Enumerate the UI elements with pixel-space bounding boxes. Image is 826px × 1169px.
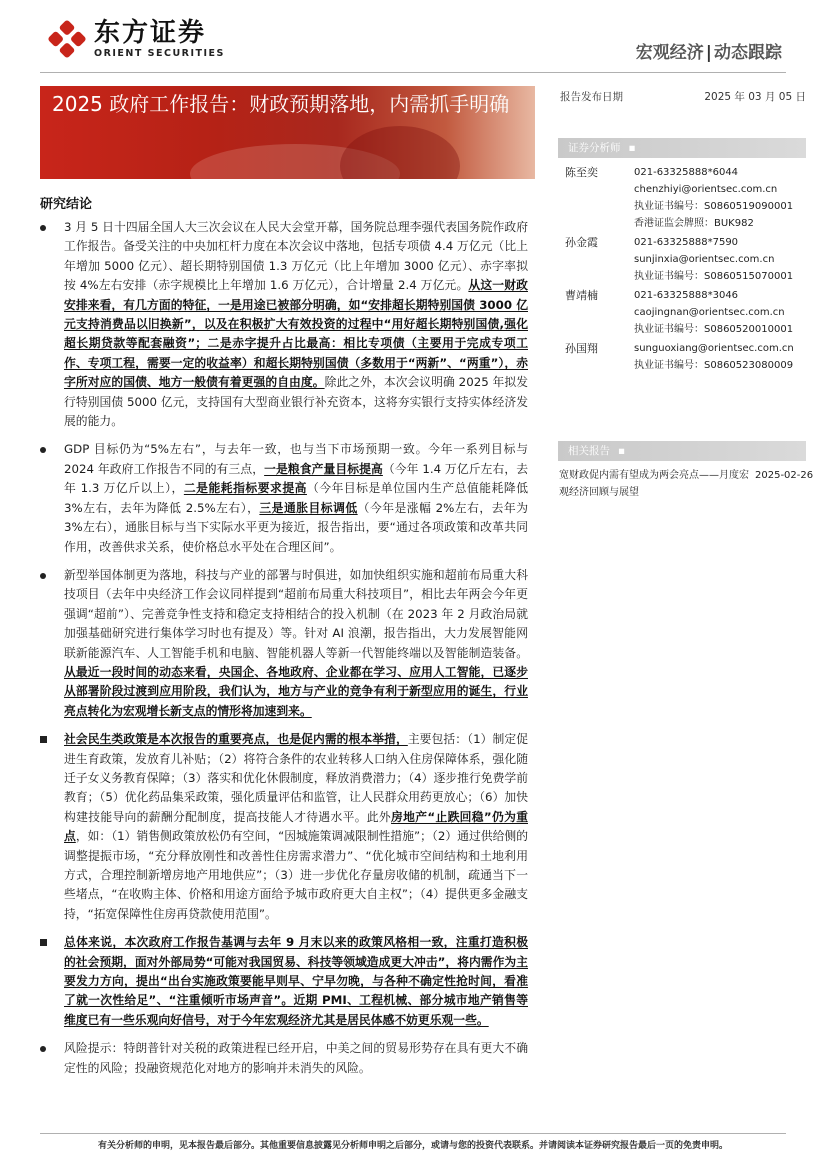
logo-text-en: ORIENT SECURITIES — [94, 48, 225, 59]
analyst-info-line: 执业证书编号：S0860520010001 — [634, 324, 794, 335]
logo-text-cn: 东方证券 — [94, 18, 207, 48]
related-report-link[interactable]: 宽财政促内需有望成为两会亮点——月度宏观经济回顾与展望 — [559, 470, 749, 498]
bullet-text: 新型举国体制更为落地，科技与产业的部署与时俱进，如加快组织实施和超前布局重大科技项目（去年中央经济工作会议同样提到“超前布局重大科技项目”，相比去年两会今年更强调“超前”）、完善竞争性支持和稳定支持相结合的投入机制（在 2023 年 2 月政治局就加强基础研究进行集体学习时也有提及）等。针对 AI 浪潮，报告指出，大力发展智能网联新能源汽车、人工智能手机和电脑、智能机器人等新一代智能终端以及智能制造装备。 — [64, 567, 528, 660]
bullet-text: 3 月 5 日十四届全国人大三次会议在人民大会堂开幕，国务院总理李强代表国务院作政府工作报告。备受关注的中央加杠杆力度在本次会议中落地，包括专项债 4.4 万亿元（比上年增加 5000 亿元）、超长期特别国债 1.3 万亿元（比上年增加 3000 亿元）、赤字率拟按 4%左右安排（赤字规模比上年增加 1.6 万亿元），合计增量 2.4 万亿元。 — [64, 220, 528, 293]
bullet-emphasis: 从这一财政安排来看，有几方面的特征，一是用途已被部分明确，如“安排超长期特别国债 3000 亿元支持消费品以旧换新”，以及在积极扩大有效投资的过程中“用好超长期特别国债,强化超长期贷款等配套融资”；二是赤字提升占比最高：相比专项债（主要用于完成专项工作、专项工程，需要一定的收益率）和超长期特别国债（多数用于“两新”、“两重”），赤字所对应的国债、地方一般债有着更强的自由度。 — [64, 278, 528, 390]
title-banner — [40, 86, 535, 179]
analyst-info-line: 021-63325888*3046 — [634, 290, 739, 301]
analyst-email[interactable]: caojingnan@orientsec.com.cn — [634, 307, 785, 318]
analyst-entry — [565, 340, 805, 374]
analyst-contact — [634, 287, 805, 338]
analyst-info-line: 021-63325888*7590 — [634, 237, 739, 248]
header-divider — [40, 72, 786, 73]
conclusion-bullet — [40, 566, 528, 721]
bullet-text: 除此之外，本次会议明确 2025 年拟发行特别国债 5000 亿元，支持国有大型商业银行补充资本，这将夯实银行支持实体经济发展的能力。 — [64, 375, 528, 429]
bullet-text: 风险提示：特朗普针对关税的政策进程已经开启，中美之间的贸易形势存在具有更大不确定性的风险；投融资规范化对地方的影响并未消失的风险。 — [64, 1041, 528, 1075]
analyst-email[interactable]: sunjinxia@orientsec.com.cn — [634, 254, 775, 265]
subcategory-label: 动态跟踪 — [714, 43, 782, 63]
bullet-text: （今年是涨幅 2%左右，去年为 3%左右），通胀目标与当下实际水平更为接近，报告指出，要“通过各项政策和改革共同作用，改善供求关系，使价格总水平处在合理区间”。 — [64, 500, 528, 554]
analysts-header — [558, 138, 806, 158]
bullet-emphasis: 二是能耗指标要求提高 — [183, 481, 307, 496]
related-reports-header — [558, 441, 806, 461]
analyst-info-line: 021-63325888*6044 — [634, 167, 739, 178]
analyst-name: 孙金霞 — [565, 236, 598, 249]
bullet-emphasis: 房地产“止跌回稳”仍为重点 — [64, 809, 528, 844]
analyst-info-line: 香港证监会牌照：BUK982 — [634, 218, 754, 229]
bullet-emphasis: 三是通胀目标调低 — [259, 500, 358, 515]
category-separator: | — [705, 43, 712, 63]
analyst-contact — [634, 164, 805, 232]
analyst-contact — [634, 340, 805, 374]
bullet-emphasis: 社会民生类政策是本次报告的重要亮点，也是促内需的根本举措， — [64, 732, 408, 747]
analyst-name: 陈至奕 — [565, 166, 598, 179]
report-title: 2025 政府工作报告：财政预期落地，内需抓手明确 — [52, 92, 510, 116]
analyst-info-line: 执业证书编号：S0860523080009 — [634, 360, 794, 371]
analyst-entry — [565, 164, 805, 232]
bullet-text: 主要包括：（1）制定促进生育政策，发放育儿补贴；（2）将符合条件的农业转移人口纳入住房保障体系，强化随迁子女义务教育保障；（3）落实和优化休假制度，释放消费潜力；（4）逐步推行免费学前教育；（5）优化药品集采政策，强化质量评估和监管，让人民群众用药更放心；（6）加快构建技能导向的薪酬分配制度，提高技能人才待遇水平。此外 — [64, 732, 528, 824]
report-category — [636, 38, 782, 63]
bullet-text: （今年 1.4 万亿斤左右，去年 1.3 万亿斤以上）， — [64, 461, 528, 496]
conclusion-bullet — [40, 1039, 528, 1078]
conclusion-bullet — [40, 730, 528, 924]
related-report-date: 2025-02-26 — [755, 470, 814, 481]
bullet-text: ，如：（1）销售侧政策放松仍有空间，“因城施策调减限制性措施”；（2）通过供给侧的调整提振市场，“充分释放刚性和改善性住房需求潜力”、“优化城市空间结构和土地利用方式，合理控制新增房地产用地供应”；（3）进一步优化存量房收储的机制，疏通当下一些堵点，“在收购主体、价格和用途方面给予城市政府更大自主权”；（4）提供更多金融支持，“拓宽保障性住房再贷款使用范围”。 — [64, 829, 528, 921]
orient-logo-icon — [48, 20, 86, 58]
related-reports-title: 相关报告 — [568, 445, 610, 457]
bullet-text: （今年目标是单位国内生产总值能耗降低 3%左右，去年为降低 2.5%左右）， — [64, 481, 528, 515]
publish-date-value: 2025 年 03 月 05 日 — [704, 91, 806, 103]
analyst-entry — [565, 287, 805, 338]
footer-disclaimer: 有关分析师的申明，见本报告最后部分。其他重要信息披露见分析师申明之后部分，或请与您的投资代表联系。并请阅读本证券研究报告最后一页的免责申明。 — [97, 1141, 728, 1151]
analyst-entry — [565, 234, 805, 285]
analyst-email[interactable]: sunguoxiang@orientsec.com.cn — [634, 343, 794, 354]
header-dots: ▪ — [628, 142, 637, 154]
banner-decoration — [340, 126, 460, 179]
footer-divider — [40, 1133, 786, 1134]
conclusion-bullet — [40, 218, 528, 431]
publish-date-label: 报告发布日期 — [560, 91, 623, 103]
section-title: 研究结论 — [40, 197, 93, 212]
bullet-emphasis: 一是粮食产量目标提高 — [264, 461, 383, 476]
conclusion-bullet — [40, 440, 528, 556]
analyst-name: 孙国翔 — [565, 342, 598, 355]
analyst-info-line: 执业证书编号：S0860515070001 — [634, 271, 794, 282]
analyst-info-line: 执业证书编号：S0860519090001 — [634, 201, 794, 212]
bullet-text: GDP 目标仍为“5%左右”，与去年一致，也与当下市场预期一致。今年一系列目标与 2024 年政府工作报告不同的有三点， — [64, 442, 528, 476]
analysts-title: 证券分析师 — [568, 142, 621, 154]
bullet-emphasis: 从最近一段时间的动态来看，央国企、各地政府、企业都在学习、应用人工智能，已逐步从部署阶段过渡到应用阶段，我们认为，地方与产业的竞争有利于新型应用的诞生，行业亮点转化为宏观增长新支点的情形将加速到来。 — [64, 664, 528, 718]
analyst-name: 曹靖楠 — [565, 289, 598, 302]
category-label: 宏观经济 — [635, 43, 704, 63]
research-conclusions — [40, 218, 528, 1087]
conclusion-bullet — [40, 933, 528, 1030]
analyst-list — [565, 164, 805, 376]
bullet-emphasis: 总体来说，本次政府工作报告基调与去年 9 月末以来的政策风格相一致，注重打造积极的社会预期，面对外部局势“可能对我国贸易、科技等领域造成更大冲击”，将内需作为主要发力方向，提出“出台实施政策要能早则早、宁早勿晚，与各种不确定性抢时间，看准了就一次性给足”、“注重倾听市场声音”。近期 PMI、工程机械、部分城市地产销售等维度已有一些乐观向好信号，对于今年宏观经济尤其是居民体感不妨更乐观一些。 — [64, 935, 528, 1027]
header-dots: ▪ — [618, 445, 627, 457]
analyst-email[interactable]: chenzhiyi@orientsec.com.cn — [634, 184, 778, 195]
analyst-contact — [634, 234, 805, 285]
